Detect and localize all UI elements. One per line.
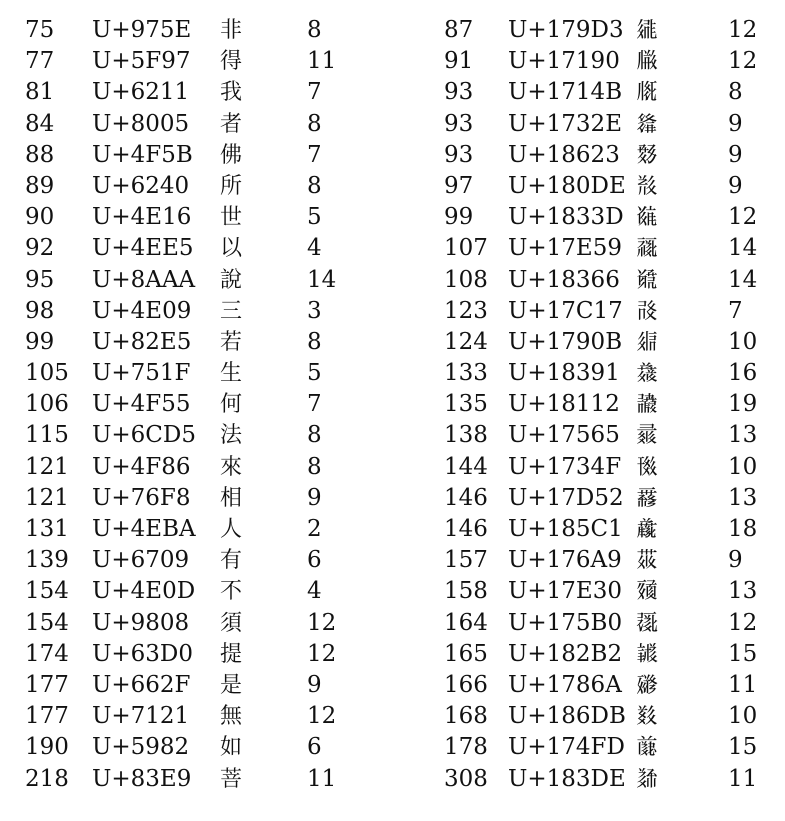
codepoint-cell: U+5982	[92, 734, 190, 761]
table-row	[444, 171, 785, 202]
table-row	[444, 358, 785, 389]
stroke-count-cell: 12	[307, 703, 337, 730]
character-glyph-cell: 𘏞	[636, 766, 659, 792]
frequency-count-cell: 105	[25, 360, 69, 387]
frequency-count-cell: 164	[444, 609, 488, 636]
frequency-count-cell: 115	[25, 422, 69, 449]
frequency-count-cell: 89	[25, 172, 55, 199]
stroke-count-cell: 9	[728, 547, 743, 574]
character-glyph-cell: 𗵒	[636, 485, 659, 511]
codepoint-cell: U+4EBA	[92, 516, 196, 542]
codepoint-cell: U+18366	[508, 266, 620, 293]
stroke-count-cell: 15	[728, 734, 758, 761]
character-glyph-cell: 相	[220, 485, 243, 511]
frequency-count-cell: 168	[444, 703, 488, 730]
frequency-count-cell: 144	[444, 453, 488, 480]
table-row	[25, 639, 405, 670]
codepoint-cell: U+662F	[92, 671, 191, 698]
frequency-count-cell: 108	[444, 266, 488, 293]
character-glyph-cell: 若	[220, 329, 243, 355]
table-row	[25, 296, 405, 327]
codepoint-cell: U+8AAA	[92, 266, 196, 293]
table-row	[25, 15, 405, 46]
frequency-count-cell: 93	[444, 141, 474, 168]
table-row	[25, 545, 405, 576]
codepoint-cell: U+185C1	[508, 516, 623, 542]
stroke-count-cell: 4	[307, 578, 322, 605]
character-glyph-cell: 𗓽	[636, 735, 659, 761]
stroke-count-cell: 7	[307, 79, 322, 106]
frequency-count-cell: 106	[25, 391, 69, 418]
stroke-count-cell: 7	[728, 297, 743, 324]
codepoint-cell: U+4E0D	[92, 578, 196, 605]
table-row	[444, 514, 785, 545]
table-row	[25, 46, 405, 77]
stroke-count-cell: 9	[728, 110, 743, 137]
frequency-count-cell: 124	[444, 328, 488, 355]
character-glyph-cell: 是	[220, 672, 243, 698]
codepoint-cell: U+186DB	[508, 703, 626, 730]
codepoint-cell: U+6240	[92, 172, 190, 199]
table-row	[444, 140, 785, 171]
table-row	[25, 764, 405, 795]
frequency-count-cell: 84	[25, 110, 55, 137]
frequency-count-cell: 177	[25, 671, 69, 698]
stroke-count-cell: 14	[728, 235, 758, 262]
table-row	[25, 483, 405, 514]
stroke-count-cell: 10	[728, 328, 758, 355]
frequency-count-cell: 146	[444, 484, 488, 511]
stroke-count-cell: 11	[307, 765, 337, 792]
character-glyph-cell: 無	[220, 704, 243, 730]
character-glyph-cell: 須	[220, 610, 243, 636]
stroke-count-cell: 14	[728, 266, 758, 293]
character-glyph-cell: 生	[220, 361, 243, 387]
stroke-count-cell: 12	[307, 640, 337, 667]
stroke-count-cell: 9	[728, 172, 743, 199]
frequency-count-cell: 174	[25, 640, 69, 667]
character-glyph-cell: 所	[220, 173, 243, 199]
stroke-count-cell: 12	[728, 204, 758, 231]
table-row	[444, 296, 785, 327]
table-row	[25, 140, 405, 171]
character-glyph-cell: 非	[220, 18, 243, 43]
character-glyph-cell: 𘗁	[636, 517, 659, 542]
frequency-count-cell: 87	[444, 17, 474, 43]
frequency-count-cell: 97	[444, 172, 474, 199]
table-row	[444, 389, 785, 420]
character-glyph-cell: 𘎑	[636, 361, 659, 387]
character-glyph-cell: 有	[220, 548, 243, 574]
table-row	[444, 202, 785, 233]
table-row	[444, 233, 785, 264]
stroke-count-cell: 13	[728, 484, 758, 511]
frequency-count-cell: 190	[25, 734, 69, 761]
table-row	[444, 608, 785, 639]
stroke-count-cell: 9	[307, 671, 322, 698]
table-row	[25, 670, 405, 701]
stroke-count-cell: 18	[728, 516, 758, 542]
frequency-count-cell: 99	[25, 328, 55, 355]
stroke-count-cell: 11	[728, 671, 758, 698]
character-glyph-cell: 𗅋	[636, 80, 659, 106]
codepoint-cell: U+975E	[92, 17, 192, 43]
frequency-count-cell: 93	[444, 110, 474, 137]
frequency-count-cell: 158	[444, 578, 488, 605]
table-row	[25, 77, 405, 108]
codepoint-cell: U+6211	[92, 79, 190, 106]
stroke-count-cell: 12	[728, 17, 758, 43]
character-glyph-cell: 如	[220, 735, 243, 761]
codepoint-cell: U+17190	[508, 48, 620, 75]
table-row	[444, 576, 785, 607]
frequency-count-cell: 133	[444, 360, 488, 387]
codepoint-cell: U+4EE5	[92, 235, 194, 262]
table-row	[25, 389, 405, 420]
codepoint-cell: U+63D0	[92, 640, 193, 667]
codepoint-cell: U+82E5	[92, 328, 192, 355]
character-glyph-cell: 者	[220, 111, 243, 137]
character-glyph-cell: 𗹙	[636, 236, 659, 262]
character-glyph-cell: 得	[220, 49, 243, 75]
stroke-count-cell: 15	[728, 640, 758, 667]
table-row	[444, 639, 785, 670]
codepoint-cell: U+17E59	[508, 235, 622, 262]
frequency-count-cell: 139	[25, 547, 69, 574]
table-row	[444, 109, 785, 140]
codepoint-cell: U+751F	[92, 360, 191, 387]
codepoint-cell: U+175B0	[508, 609, 623, 636]
table-row	[25, 420, 405, 451]
character-glyph-cell: 人	[220, 517, 243, 542]
frequency-count-cell: 177	[25, 703, 69, 730]
stroke-count-cell: 3	[307, 297, 322, 324]
frequency-count-cell: 91	[444, 48, 474, 75]
frequency-count-cell: 146	[444, 516, 488, 542]
frequency-count-cell: 178	[444, 734, 488, 761]
codepoint-cell: U+17E30	[508, 578, 622, 605]
table-row	[25, 109, 405, 140]
character-glyph-cell: 𗤋	[636, 329, 659, 355]
codepoint-cell: U+9808	[92, 609, 190, 636]
codepoint-cell: U+83E9	[92, 765, 192, 792]
stroke-count-cell: 10	[728, 703, 758, 730]
stroke-count-cell: 12	[307, 609, 337, 636]
character-glyph-cell: 菩	[220, 766, 243, 792]
table-row	[25, 576, 405, 607]
stroke-count-cell: 7	[307, 391, 322, 418]
frequency-count-cell: 165	[444, 640, 488, 667]
stroke-count-cell: 8	[307, 328, 322, 355]
stroke-count-cell: 6	[307, 734, 322, 761]
table-row	[444, 327, 785, 358]
frequency-count-cell: 88	[25, 141, 55, 168]
codepoint-cell: U+6709	[92, 547, 190, 574]
codepoint-cell: U+17C17	[508, 297, 623, 324]
codepoint-cell: U+1714B	[508, 79, 623, 106]
stroke-count-cell: 11	[728, 765, 758, 792]
character-glyph-cell: 佛	[220, 142, 243, 168]
stroke-count-cell: 6	[307, 547, 322, 574]
stroke-count-cell: 11	[307, 48, 337, 75]
tangut-character-table	[444, 15, 785, 795]
stroke-count-cell: 7	[307, 141, 322, 168]
codepoint-cell: U+6CD5	[92, 422, 196, 449]
stroke-count-cell: 8	[307, 453, 322, 480]
table-row	[444, 732, 785, 763]
character-glyph-cell: 來	[220, 454, 243, 480]
table-row	[25, 327, 405, 358]
table-row	[25, 608, 405, 639]
character-glyph-cell: 𗆐	[636, 49, 659, 75]
codepoint-cell: U+1734F	[508, 453, 622, 480]
frequency-count-cell: 92	[25, 235, 55, 262]
frequency-count-cell: 90	[25, 204, 55, 231]
character-glyph-cell: 𘍦	[636, 267, 659, 293]
character-glyph-cell: 𗧓	[636, 18, 659, 43]
codepoint-cell: U+1786A	[508, 671, 622, 698]
stroke-count-cell: 13	[728, 422, 758, 449]
codepoint-cell: U+17D52	[508, 484, 624, 511]
stroke-count-cell: 5	[307, 360, 322, 387]
frequency-count-cell: 93	[444, 79, 474, 106]
stroke-count-cell: 9	[728, 141, 743, 168]
character-glyph-cell: 𘛛	[636, 704, 659, 730]
table-row	[25, 265, 405, 296]
character-glyph-cell: 𗰗	[636, 298, 659, 324]
stroke-count-cell: 8	[307, 422, 322, 449]
frequency-count-cell: 107	[444, 235, 488, 262]
table-row	[25, 171, 405, 202]
codepoint-cell: U+183DE	[508, 765, 626, 792]
character-glyph-cell: 我	[220, 80, 243, 106]
table-row	[444, 265, 785, 296]
table-row	[444, 420, 785, 451]
stroke-count-cell: 14	[307, 266, 337, 293]
codepoint-cell: U+18623	[508, 141, 620, 168]
character-glyph-cell: 𘄒	[636, 392, 659, 418]
frequency-count-cell: 166	[444, 671, 488, 698]
character-glyph-cell: 𘘣	[636, 142, 659, 168]
table-row	[444, 701, 785, 732]
frequency-count-cell: 135	[444, 391, 488, 418]
codepoint-cell: U+4F86	[92, 453, 191, 480]
frequency-count-cell: 75	[25, 17, 55, 43]
frequency-count-cell: 81	[25, 79, 55, 106]
table-row	[444, 545, 785, 576]
frequency-count-cell: 154	[25, 578, 69, 605]
table-row	[25, 701, 405, 732]
codepoint-cell: U+182B2	[508, 640, 623, 667]
table-row	[25, 233, 405, 264]
chinese-character-table	[25, 15, 405, 795]
table-row	[444, 77, 785, 108]
table-row	[25, 202, 405, 233]
character-glyph-cell: 𘌽	[636, 205, 659, 231]
codepoint-cell: U+17565	[508, 422, 620, 449]
stroke-count-cell: 10	[728, 453, 758, 480]
codepoint-cell: U+179D3	[508, 17, 624, 43]
stroke-count-cell: 9	[307, 484, 322, 511]
codepoint-cell: U+1790B	[508, 328, 623, 355]
frequency-count-cell: 123	[444, 297, 488, 324]
character-glyph-cell: 三	[220, 298, 243, 324]
table-row	[444, 46, 785, 77]
codepoint-cell: U+4F5B	[92, 141, 193, 168]
codepoint-cell: U+7121	[92, 703, 190, 730]
character-glyph-cell: 𗌮	[636, 111, 659, 137]
character-glyph-cell: 𗸰	[636, 579, 659, 605]
character-glyph-cell: 說	[220, 267, 243, 293]
frequency-count-cell: 157	[444, 547, 488, 574]
character-glyph-cell: 何	[220, 392, 243, 418]
stroke-count-cell: 8	[307, 17, 322, 43]
codepoint-cell: U+18112	[508, 391, 620, 418]
stroke-count-cell: 12	[728, 48, 758, 75]
frequency-count-cell: 99	[444, 204, 474, 231]
frequency-count-cell: 131	[25, 516, 69, 542]
character-glyph-cell: 提	[220, 641, 243, 667]
frequency-count-cell: 95	[25, 266, 55, 293]
frequency-count-cell: 77	[25, 48, 55, 75]
stroke-count-cell: 5	[307, 204, 322, 231]
codepoint-cell: U+8005	[92, 110, 190, 137]
character-glyph-cell: 𗕥	[636, 423, 659, 449]
character-glyph-cell: 以	[220, 236, 243, 262]
character-glyph-cell: 𗚩	[636, 548, 659, 574]
stroke-count-cell: 8	[307, 172, 322, 199]
frequency-count-cell: 218	[25, 765, 69, 792]
stroke-count-cell: 12	[728, 609, 758, 636]
codepoint-cell: U+4E09	[92, 297, 192, 324]
codepoint-cell: U+1833D	[508, 204, 624, 231]
codepoint-cell: U+4E16	[92, 204, 192, 231]
table-row	[444, 670, 785, 701]
table-row	[444, 483, 785, 514]
stroke-count-cell: 8	[307, 110, 322, 137]
stroke-count-cell: 13	[728, 578, 758, 605]
character-glyph-cell: 世	[220, 205, 243, 231]
stroke-count-cell: 4	[307, 235, 322, 262]
frequency-count-cell: 121	[25, 484, 69, 511]
codepoint-cell: U+4F55	[92, 391, 191, 418]
table-row	[444, 764, 785, 795]
table-row	[25, 358, 405, 389]
character-glyph-cell: 𘊲	[636, 641, 659, 667]
frequency-count-cell: 121	[25, 453, 69, 480]
table-row	[25, 514, 405, 545]
frequency-count-cell: 138	[444, 422, 488, 449]
stroke-count-cell: 16	[728, 360, 758, 387]
codepoint-cell: U+176A9	[508, 547, 622, 574]
table-row	[25, 452, 405, 483]
stroke-count-cell: 8	[728, 79, 743, 106]
codepoint-cell: U+174FD	[508, 734, 625, 761]
character-glyph-cell: 𗡪	[636, 672, 659, 698]
character-glyph-cell: 不	[220, 579, 243, 605]
codepoint-cell: U+5F97	[92, 48, 191, 75]
table-row	[444, 15, 785, 46]
stroke-count-cell: 2	[307, 516, 322, 542]
frequency-count-cell: 98	[25, 297, 55, 324]
codepoint-cell: U+180DE	[508, 172, 626, 199]
codepoint-cell: U+76F8	[92, 484, 191, 511]
frequency-count-cell: 154	[25, 609, 69, 636]
character-glyph-cell: 𘃞	[636, 173, 659, 199]
stroke-count-cell: 19	[728, 391, 758, 418]
codepoint-cell: U+1732E	[508, 110, 622, 137]
table-row	[25, 732, 405, 763]
table-row	[444, 452, 785, 483]
codepoint-cell: U+18391	[508, 360, 620, 387]
character-glyph-cell: 法	[220, 423, 243, 449]
character-glyph-cell: 𗍏	[636, 454, 659, 480]
character-glyph-cell: 𗖰	[636, 610, 659, 636]
frequency-count-cell: 308	[444, 765, 488, 792]
